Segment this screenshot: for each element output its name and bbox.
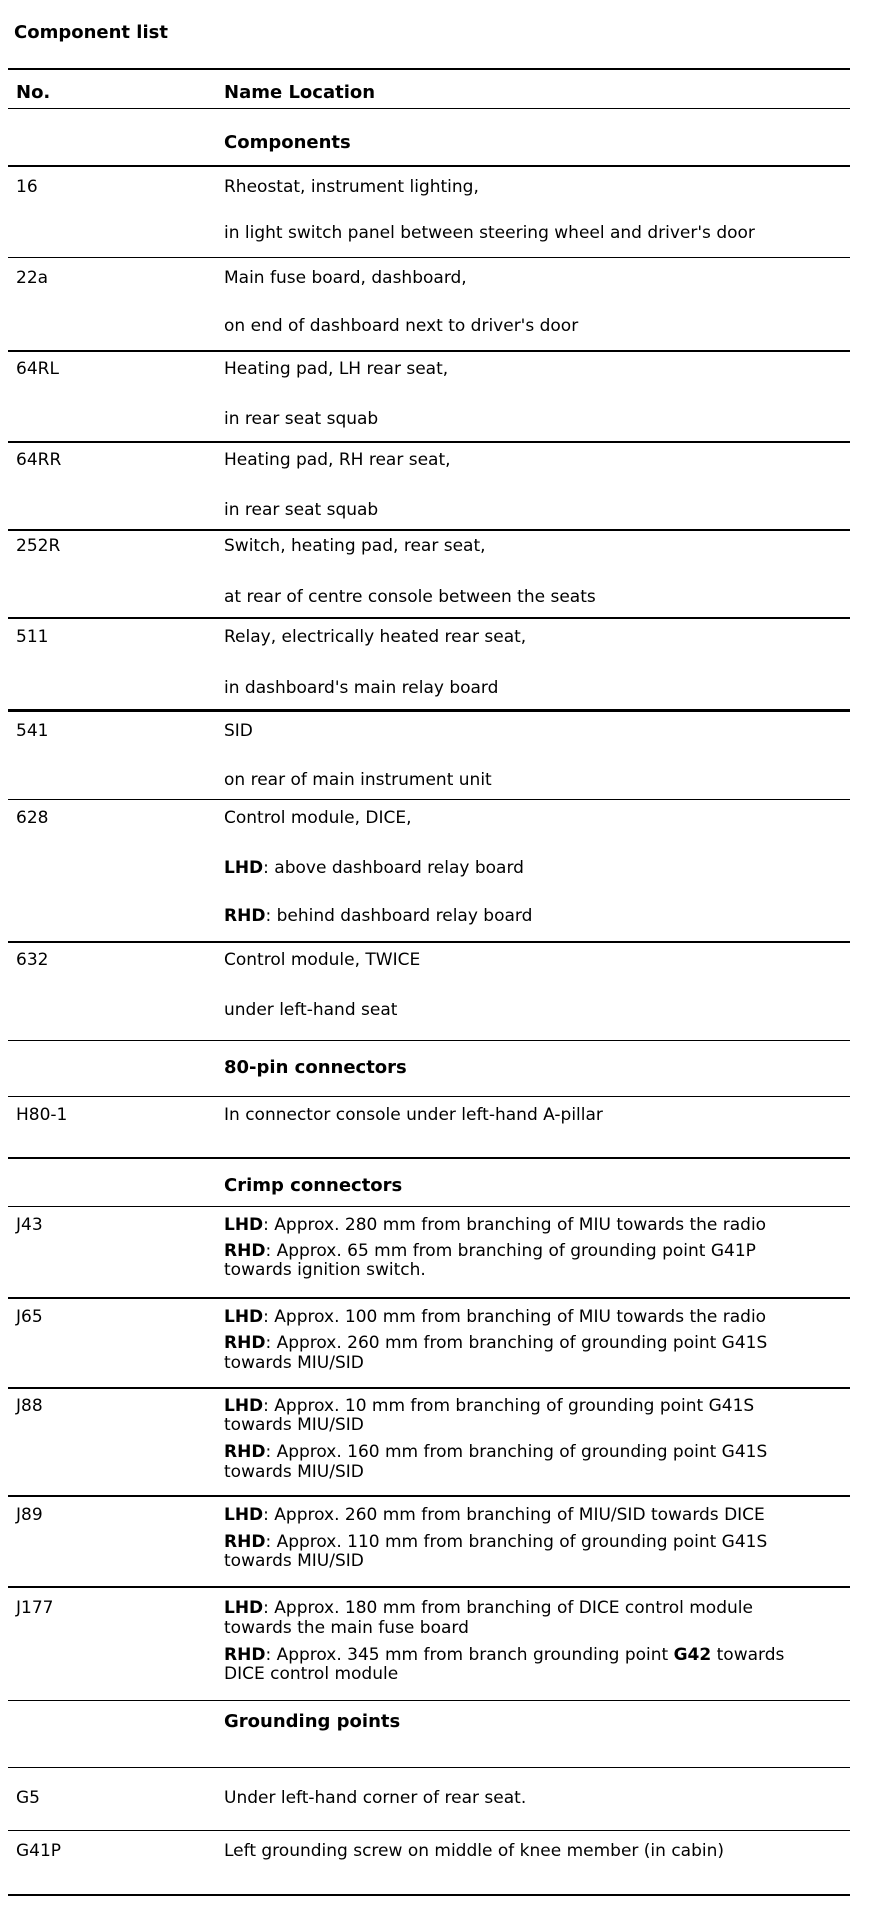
row-location-lhd	[224, 1307, 766, 1327]
section-heading-80-pin: 80-pin connectors	[224, 1057, 407, 1078]
rhd-label: RHD	[224, 906, 266, 926]
divider	[8, 941, 850, 943]
row-location: in rear seat squab	[224, 500, 379, 520]
rhd-text: : Approx. 110 mm from branching of grounding point G41S	[265, 1532, 768, 1552]
divider	[8, 1206, 850, 1207]
row-name: Relay, electrically heated rear seat,	[224, 627, 527, 647]
section-heading-crimp: Crimp connectors	[224, 1175, 403, 1196]
divider	[8, 350, 850, 352]
row-name: Heating pad, LH rear seat,	[224, 359, 449, 379]
lhd-label: LHD	[224, 1598, 264, 1618]
row-location-lhd	[224, 1396, 754, 1416]
row-number: J65	[16, 1307, 43, 1327]
divider	[8, 1767, 850, 1768]
row-name: SID	[224, 721, 253, 741]
row-location: in dashboard's main relay board	[224, 678, 499, 698]
divider	[8, 257, 850, 258]
divider	[8, 709, 850, 712]
row-location-rhd-cont: DICE control module	[224, 1664, 399, 1684]
lhd-label: LHD	[224, 858, 264, 878]
row-location-rhd	[224, 1645, 784, 1665]
rhd-label: RHD	[224, 1333, 266, 1353]
row-location: in rear seat squab	[224, 409, 379, 429]
divider	[8, 1495, 850, 1497]
lhd-text: : above dashboard relay board	[263, 858, 524, 878]
row-location: at rear of centre console between the seats	[224, 587, 596, 607]
row-location-lhd	[224, 1215, 766, 1235]
lhd-text: : Approx. 260 mm from branching of MIU/SID towards DICE	[263, 1505, 765, 1525]
row-location-rhd	[224, 906, 532, 926]
row-location-rhd	[224, 1442, 767, 1462]
divider	[8, 1297, 850, 1299]
row-number: 64RL	[16, 359, 59, 379]
row-location-rhd-cont: towards MIU/SID	[224, 1462, 364, 1482]
row-number: G5	[16, 1788, 40, 1808]
divider	[8, 68, 850, 70]
row-number: J88	[16, 1396, 43, 1416]
row-number: 541	[16, 721, 49, 741]
divider	[8, 1387, 850, 1389]
row-location-rhd	[224, 1241, 756, 1261]
row-location-rhd-cont: towards MIU/SID	[224, 1551, 364, 1571]
row-location-rhd-cont: towards ignition switch.	[224, 1260, 426, 1280]
row-location: In connector console under left-hand A-pillar	[224, 1105, 603, 1125]
rhd-text: : Approx. 345 mm from branch grounding point	[265, 1645, 674, 1665]
column-header-no: No.	[16, 82, 51, 103]
divider	[8, 1586, 850, 1588]
divider	[8, 441, 850, 443]
divider	[8, 1096, 850, 1097]
row-number: 628	[16, 808, 49, 828]
row-location-lhd	[224, 858, 524, 878]
lhd-label: LHD	[224, 1307, 264, 1327]
rhd-text-tail: towards	[711, 1645, 785, 1665]
row-location: on rear of main instrument unit	[224, 770, 492, 790]
row-name: Control module, DICE,	[224, 808, 412, 828]
rhd-text: : Approx. 65 mm from branching of grounding point G41P	[265, 1241, 756, 1261]
section-heading-components: Components	[224, 132, 351, 153]
row-number: J89	[16, 1505, 43, 1525]
row-location-lhd-cont: towards the main fuse board	[224, 1618, 469, 1638]
row-number: J177	[16, 1598, 54, 1618]
row-location: under left-hand seat	[224, 1000, 398, 1020]
rhd-label: RHD	[224, 1442, 266, 1462]
row-name: Rheostat, instrument lighting,	[224, 177, 479, 197]
divider	[8, 1894, 850, 1896]
divider	[8, 165, 850, 167]
row-number: 64RR	[16, 450, 62, 470]
lhd-label: LHD	[224, 1505, 264, 1525]
rhd-label: RHD	[224, 1241, 266, 1261]
lhd-text: : Approx. 280 mm from branching of MIU towards the radio	[263, 1215, 767, 1235]
lhd-label: LHD	[224, 1396, 264, 1416]
lhd-text: : Approx. 100 mm from branching of MIU towards the radio	[263, 1307, 767, 1327]
row-number: 511	[16, 627, 49, 647]
row-location: in light switch panel between steering wheel and driver's door	[224, 223, 755, 243]
row-location-rhd-cont: towards MIU/SID	[224, 1353, 364, 1373]
row-location-lhd	[224, 1598, 753, 1618]
row-number: 632	[16, 950, 49, 970]
divider	[8, 799, 850, 800]
row-location: Left grounding screw on middle of knee member (in cabin)	[224, 1841, 725, 1861]
divider	[8, 617, 850, 619]
rhd-grounding-point: G42	[673, 1645, 712, 1665]
row-name: Switch, heating pad, rear seat,	[224, 536, 486, 556]
row-location: on end of dashboard next to driver's door	[224, 316, 579, 336]
row-location-rhd	[224, 1333, 767, 1353]
rhd-text: : Approx. 160 mm from branching of grounding point G41S	[265, 1442, 768, 1462]
rhd-text: : behind dashboard relay board	[265, 906, 533, 926]
row-number: 16	[16, 177, 38, 197]
row-name: Control module, TWICE	[224, 950, 421, 970]
rhd-text: : Approx. 260 mm from branching of grounding point G41S	[265, 1333, 768, 1353]
row-name: Heating pad, RH rear seat,	[224, 450, 451, 470]
row-number: 22a	[16, 268, 49, 288]
divider	[8, 1830, 850, 1831]
row-location-rhd	[224, 1532, 767, 1552]
row-location: Under left-hand corner of rear seat.	[224, 1788, 527, 1808]
divider	[8, 1700, 850, 1701]
section-heading-grounding: Grounding points	[224, 1711, 401, 1732]
row-location-lhd	[224, 1505, 765, 1525]
row-number: J43	[16, 1215, 43, 1235]
row-name: Main fuse board, dashboard,	[224, 268, 467, 288]
page-title: Component list	[14, 22, 168, 43]
rhd-label: RHD	[224, 1645, 266, 1665]
divider	[8, 529, 850, 531]
rhd-label: RHD	[224, 1532, 266, 1552]
divider	[8, 1040, 850, 1041]
row-number: 252R	[16, 536, 61, 556]
row-number: G41P	[16, 1841, 62, 1861]
lhd-text: : Approx. 180 mm from branching of DICE control module	[263, 1598, 753, 1618]
row-number: H80-1	[16, 1105, 68, 1125]
lhd-text: : Approx. 10 mm from branching of grounding point G41S	[263, 1396, 755, 1416]
lhd-label: LHD	[224, 1215, 264, 1235]
column-header-name-location: Name Location	[224, 82, 376, 103]
row-location-lhd-cont: towards MIU/SID	[224, 1415, 364, 1435]
divider	[8, 108, 850, 109]
divider	[8, 1157, 850, 1159]
